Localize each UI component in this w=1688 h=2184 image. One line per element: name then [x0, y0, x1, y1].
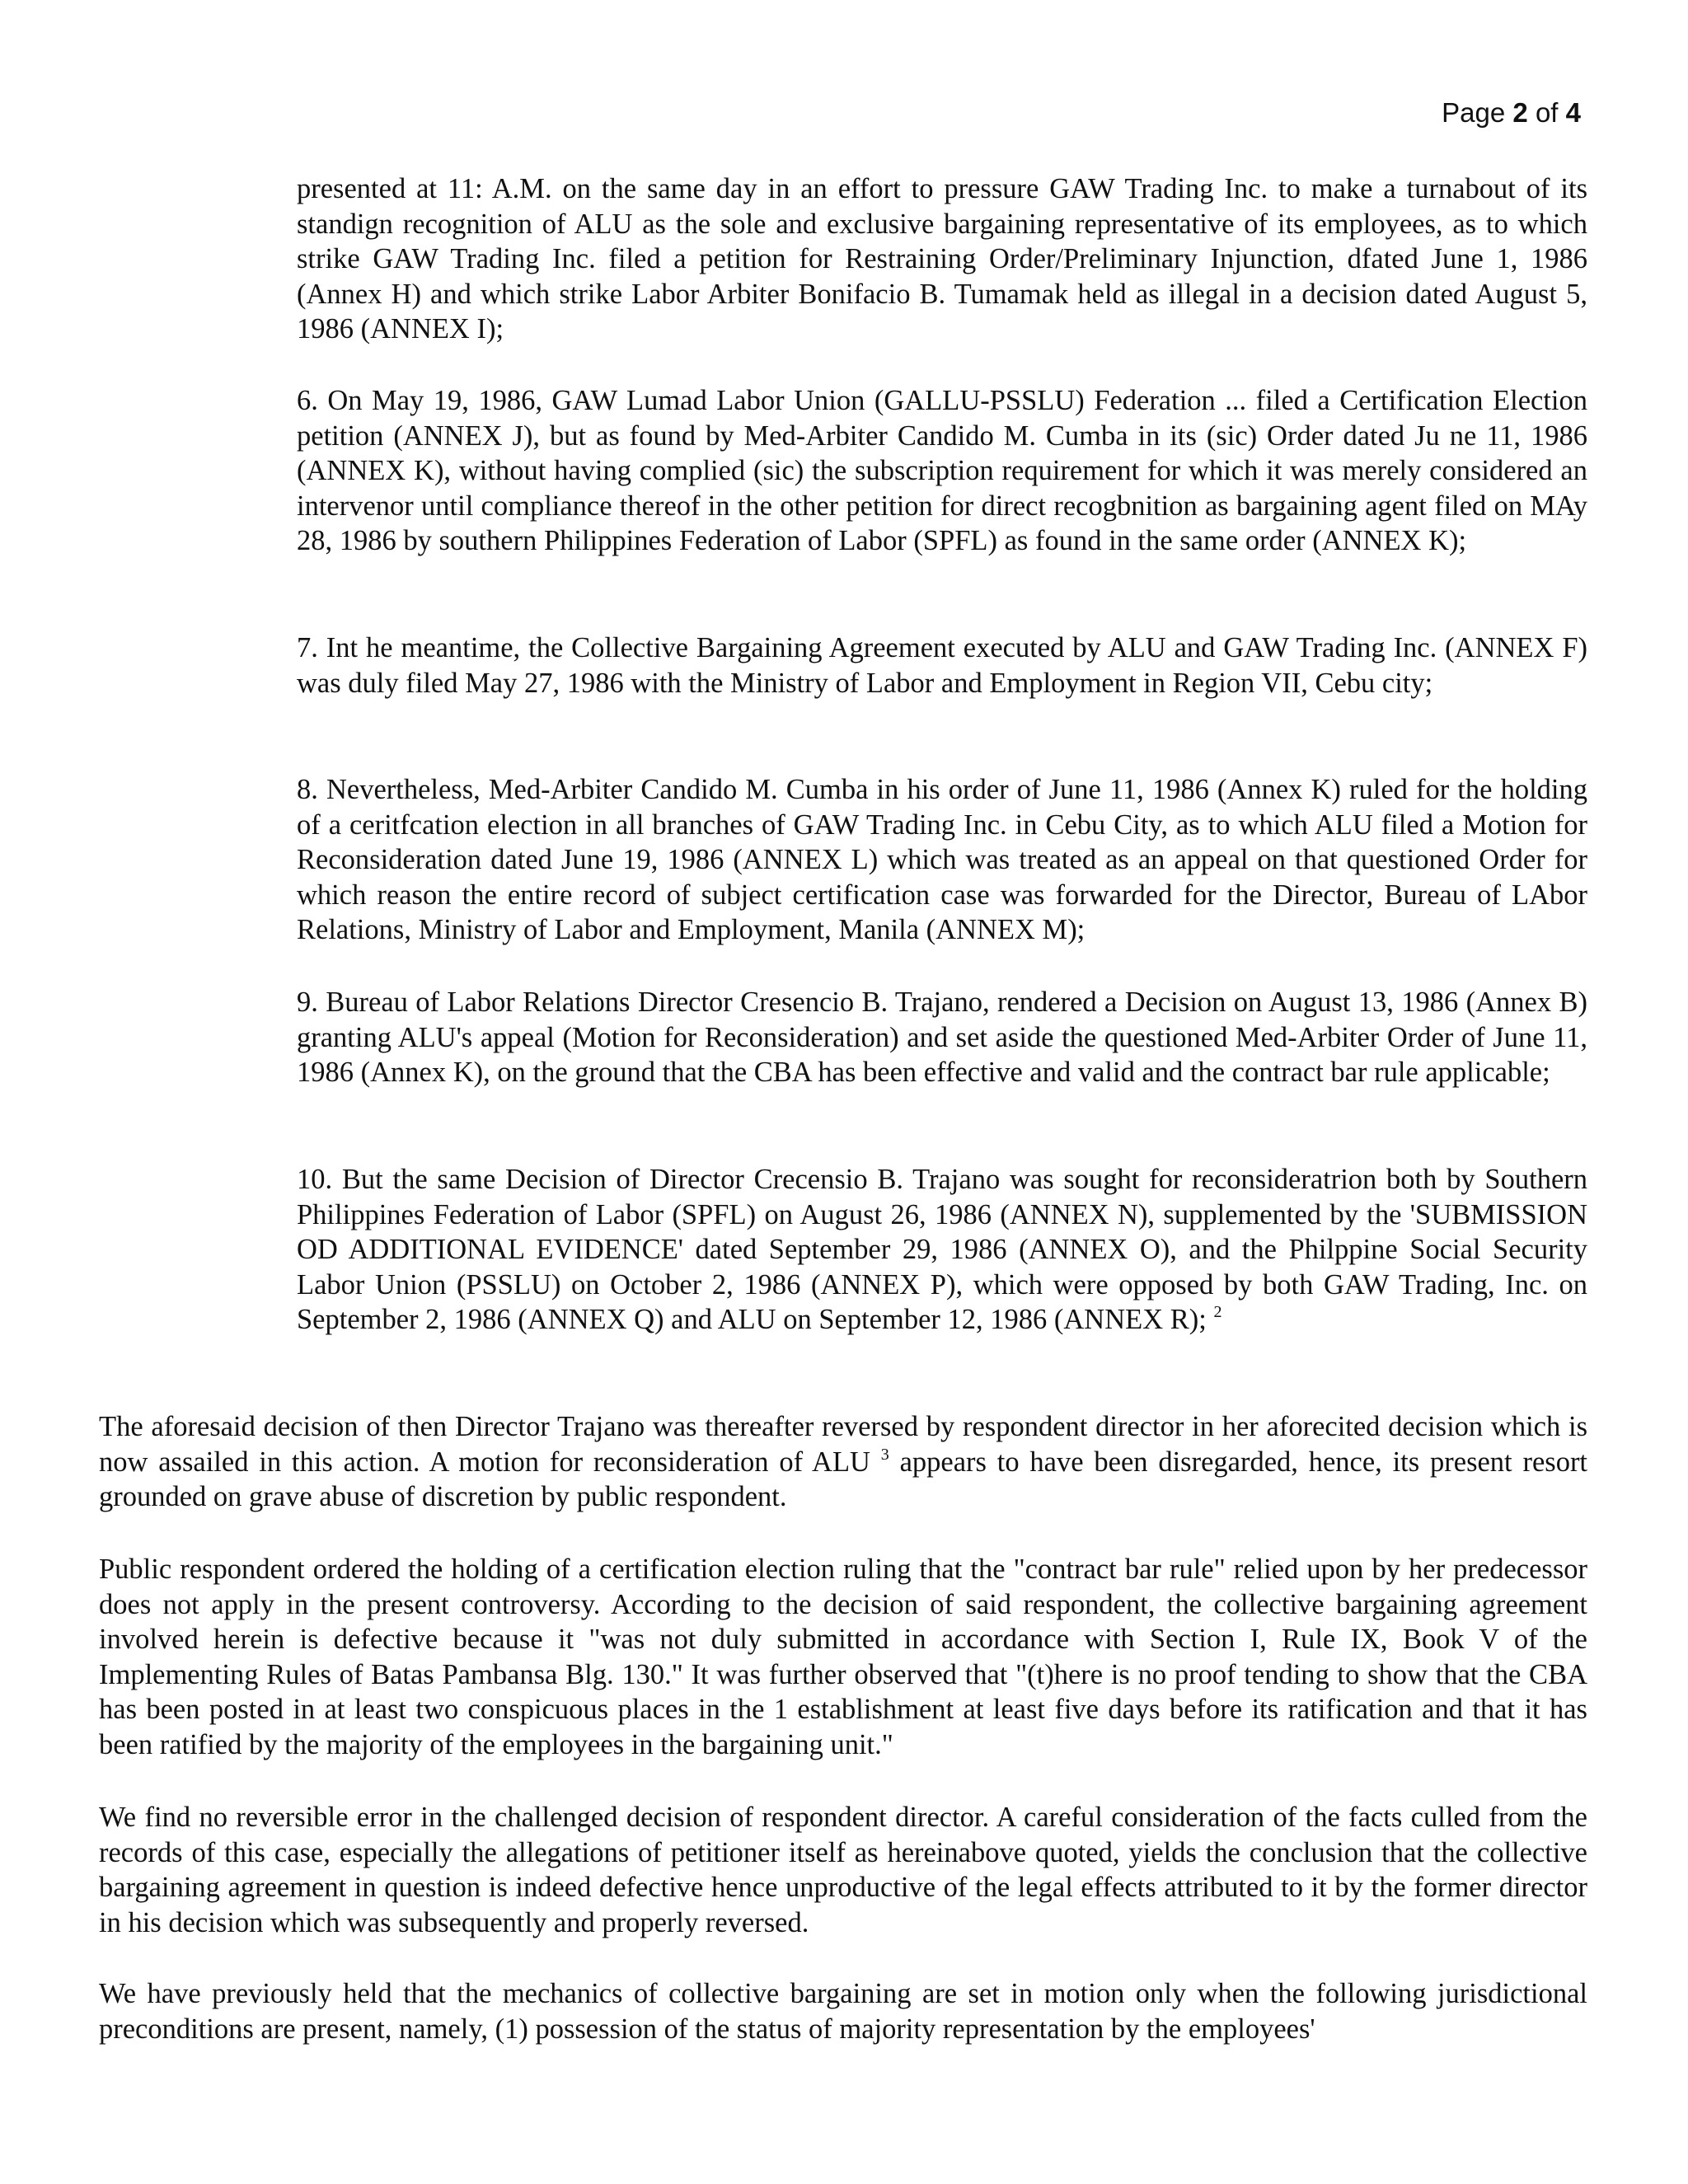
quoted-paragraph-continuation: presented at 11: A.M. on the same day in an effort to pressure GAW Trading Inc. to make a turnabout of its standign recognition of ALU as the sole and exclusive bargaining representative of its employees, as to which strike GAW Trading Inc. filed a petition for Restraining Order/Preliminary Injunction, dfated June 1, 1986 (Annex H) and which strike Labor Arbiter Bonifacio B. Tumamak held as illegal in a decision dated August 5, 1986 (ANNEX I);	[297, 173, 1587, 344]
body-paragraph-3: We find no reversible error in the challenged decision of respondent director. A careful consideration of the facts culled from the records of this case, especially the allegations of petitioner itself as hereinabove quoted, yields the conclusion that the collective bargaining agreement in question is indeed defective hence unproductive of the legal effects attributed to it by the former director in his decision which was subsequently and properly reversed.	[99, 1802, 1587, 1938]
quoted-paragraph-10: 10. But the same Decision of Director Crecensio B. Trajano was sought for reconsideratrion both by Southern Philippines Federation of Labor (SPFL) on August 26, 1986 (ANNEX N), supplemented by the 'SUBMISSION OD ADDITIONAL EVIDENCE' dated September 29, 1986 (ANNEX O), and the Philppine Social Security Labor Union (PSSLU) on October 2, 1986 (ANNEX P), which were opposed by both GAW Trading, Inc. on September 2, 1986 (ANNEX Q) and ALU on September 12, 1986 (ANNEX R); $^2$	[297, 1164, 1587, 1335]
body-paragraph-2: Public respondent ordered the holding of a certification election ruling that the "contract bar rule" relied upon by her predecessor does not apply in the present controversy. According to the decision of said respondent, the collective bargaining agreement involved herein is defective because it "was not duly submitted in accordance with Section I, Rule IX, Book V of the Implementing Rules of Batas Pambansa Blg. 130." It was further observed that "(t)here is no proof tending to show that the CBA has been posted in at least two conspicuous places in the 1 establishment at least five days before its ratification and that it has been ratified by the majority of the employees in the bargaining unit."	[99, 1554, 1587, 1760]
footnote-ref-3[interactable]: 3	[880, 1445, 889, 1464]
quoted-paragraph-7: 7. Int he meantime, the Collective Bargaining Agreement executed by ALU and GAW Trading Inc. (ANNEX F) was duly filed May 27, 1986 with the Ministry of Labor and Employment in Region VII, Cebu city;	[297, 632, 1587, 699]
quoted-paragraph-8: 8. Nevertheless, Med-Arbiter Candido M. Cumba in his order of June 11, 1986 (Annex K) ruled for the holding of a ceritfcation election in all branches of GAW Trading Inc. in Cebu City, as to which ALU filed a Motion for Reconsideration dated June 19, 1986 (ANNEX L) which was treated as an appeal on that questioned Order for which reason the entire record of subject certification case was forwarded for the Director, Bureau of LAbor Relations, Ministry of Labor and Employment, Manila (ANNEX M);	[297, 774, 1587, 945]
quoted-paragraph-6: 6. On May 19, 1986, GAW Lumad Labor Union (GALLU-PSSLU) Federation ... filed a Certification Election petition (ANNEX J), but as found by Med-Arbiter Candido M. Cumba in its (sic) Order dated Ju ne 11, 1986 (ANNEX K), without having complied (sic) the subscription requirement for which it was merely considered an intervenor until compliance thereof in the other petition for direct recogbnition as bargaining agent filed on MAy 28, 1986 by southern Philippines Federation of Labor (SPFL) as found in the same order (ANNEX K);	[297, 385, 1587, 556]
body-paragraph-1: The aforesaid decision of then Director Trajano was thereafter reversed by respondent director in her aforecited decision which is now assailed in this action. A motion for reconsideration of ALU $^3$ appears to have been disregarded, hence, its present resort grounded on grave abuse of discretion by public respondent.	[99, 1411, 1588, 1512]
page-number: Page 2 of 4	[1442, 97, 1581, 128]
footnote-ref-2[interactable]: 2	[1213, 1303, 1222, 1321]
page-total: 4	[1565, 97, 1581, 128]
body-paragraph-4: We have previously held that the mechanics of collective bargaining are set in motion only when the following jurisdictional preconditions are present, namely, (1) possession of the status of majority representation by the employees'	[99, 1978, 1587, 2045]
page-current: 2	[1512, 97, 1528, 128]
quoted-paragraph-9: 9. Bureau of Labor Relations Director Cresencio B. Trajano, rendered a Decision on August 13, 1986 (Annex B) granting ALU's appeal (Motion for Reconsideration) and set aside the questioned Med-Arbiter Order of June 11, 1986 (Annex K), on the ground that the CBA has been effective and valid and the contract bar rule applicable;	[297, 987, 1587, 1088]
